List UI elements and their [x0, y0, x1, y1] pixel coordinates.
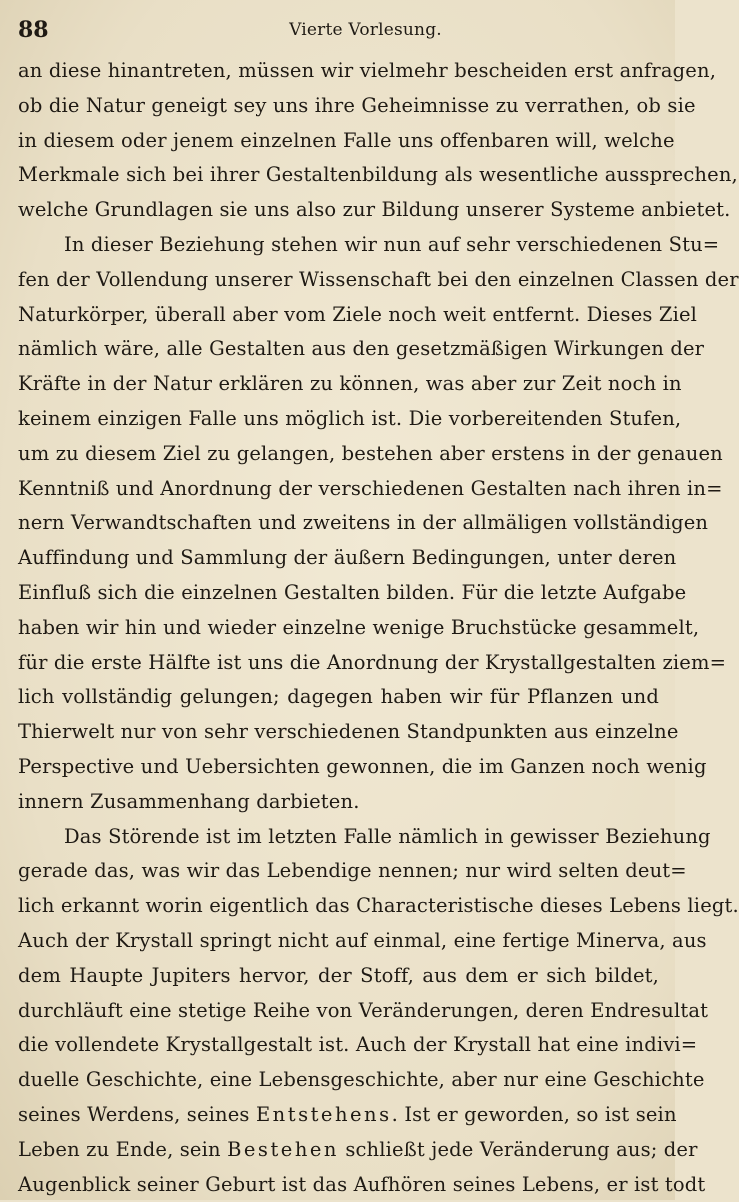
text-line: haben wir hin und wieder einzelne wenige Bruchstücke gesammelt,: [18, 611, 659, 646]
text-line: durchläuft eine stetige Reihe von Veränderungen, deren Endresultat: [18, 994, 659, 1029]
text-line: Kräfte in der Natur erklären zu können, was aber zur Zeit noch in: [18, 367, 659, 402]
text-line: Augenblick seiner Geburt ist das Aufhören seines Lebens, er ist todt: [18, 1168, 659, 1202]
body-text: [18, 54, 659, 1202]
text-line: gerade das, was wir das Lebendige nennen; nur wird selten deut=: [18, 854, 659, 889]
text-line: innern Zusammenhang darbieten.: [18, 785, 659, 820]
text-line: fen der Vollendung unserer Wissenschaft bei den einzelnen Classen der: [18, 263, 659, 298]
text-line: Das Störende ist im letzten Falle nämlich in gewisser Beziehung: [18, 820, 659, 855]
text-line: an diese hinantreten, müssen wir vielmehr bescheiden erst anfragen,: [18, 54, 659, 89]
text-line: In dieser Beziehung stehen wir nun auf sehr verschiedenen Stu=: [18, 228, 659, 263]
text-line: Kenntniß und Anordnung der verschiedenen Gestalten nach ihren in=: [18, 472, 659, 507]
emphasized-word: Bestehen: [227, 1138, 339, 1161]
text-line: Einfluß sich die einzelnen Gestalten bilden. Für die letzte Aufgabe: [18, 576, 659, 611]
text-segment: seines Werdens, seines: [18, 1103, 256, 1126]
text-line: in diesem oder jenem einzelnen Falle uns offenbaren will, welche: [18, 124, 659, 159]
text-line: Merkmale sich bei ihrer Gestaltenbildung als wesentliche aussprechen,: [18, 158, 659, 193]
text-line: lich vollständig gelungen; dagegen haben wir für Pflanzen und: [18, 680, 659, 715]
text-line: dem Haupte Jupiters hervor, der Stoff, aus dem er sich bildet,: [18, 959, 659, 994]
text-line: lich erkannt worin eigentlich das Characteristische dieses Lebens liegt.: [18, 889, 659, 924]
text-line: Perspective und Uebersichten gewonnen, die im Ganzen noch wenig: [18, 750, 659, 785]
text-segment: . Ist er geworden, so ist sein: [392, 1103, 677, 1126]
page-header: [18, 14, 657, 48]
text-line: Thierwelt nur von sehr verschiedenen Standpunkten aus einzelne: [18, 715, 659, 750]
text-segment: Leben zu Ende, sein: [18, 1138, 227, 1161]
text-line: die vollendete Krystallgestalt ist. Auch der Krystall hat eine indivi=: [18, 1028, 659, 1063]
emphasized-word: Entstehens: [256, 1103, 392, 1126]
running-title: Vierte Vorlesung.: [46, 14, 685, 46]
text-line: Auffindung und Sammlung der äußern Bedingungen, unter deren: [18, 541, 659, 576]
text-line: Auch der Krystall springt nicht auf einmal, eine fertige Minerva, aus: [18, 924, 659, 959]
text-line: duelle Geschichte, eine Lebensgeschichte, aber nur eine Geschichte: [18, 1063, 659, 1098]
text-line: nern Verwandtschaften und zweitens in der allmäligen vollständigen: [18, 506, 659, 541]
text-segment: schließt jede Veränderung aus; der: [339, 1138, 698, 1161]
text-line: ob die Natur geneigt sey uns ihre Geheimnisse zu verrathen, ob sie: [18, 89, 659, 124]
text-line: welche Grundlagen sie uns also zur Bildung unserer Systeme anbietet.: [18, 193, 659, 228]
text-line: keinem einzigen Falle uns möglich ist. Die vorbereitenden Stufen,: [18, 402, 659, 437]
text-line: Naturkörper, überall aber vom Ziele noch weit entfernt. Dieses Ziel: [18, 298, 659, 333]
text-line: [18, 1098, 659, 1133]
text-line: nämlich wäre, alle Gestalten aus den gesetzmäßigen Wirkungen der: [18, 332, 659, 367]
text-line: für die erste Hälfte ist uns die Anordnung der Krystallgestalten ziem=: [18, 646, 659, 681]
page-number: 88: [18, 14, 49, 46]
text-line: um zu diesem Ziel zu gelangen, bestehen aber erstens in der genauen: [18, 437, 659, 472]
text-line: [18, 1133, 659, 1168]
